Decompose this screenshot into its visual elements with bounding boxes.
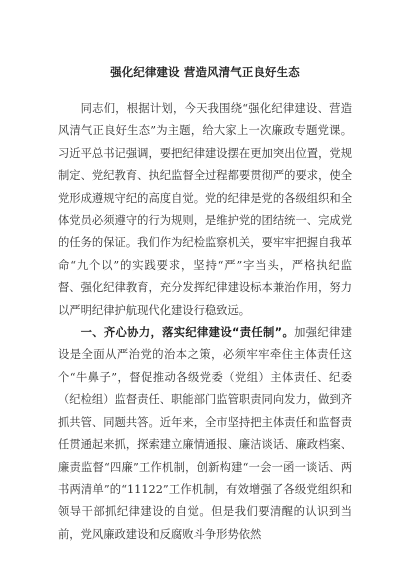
paragraph-text: 加强纪律建设是全面从严治党的治本之策，必须牢牢牵住主体责任这个“牛鼻子”，督促推动各级党委（党组）主体责任、纪委（纪检组）监督责任、职能部门监管职责同向发力，做到齐抓共管、同题共答。近年来，全市坚持把主体责任和监督责任贯通起来抓，探索建立廉情通报、廉洁谈话、廉政档案、廉责监督“四廉”工作机制，创新构建“一会一函一谈话、两书两清单”的“11122”工作机制，有效增强了各级党组织和领导干部抓纪律建设的自觉。但是我们要清醒的认识到当前，党风廉政建设和反腐败斗争形势依然 (58, 326, 352, 541)
document-title: 强化纪律建设 营造风清气正良好生态 (110, 65, 300, 79)
section-heading: 一、齐心协力，落实纪律建设“责任制”。 (80, 326, 295, 340)
paragraph-section-1 (58, 322, 352, 546)
paragraph-text: 同志们，根据计划，今天我围绕“强化纪律建设、营造风清气正良好生态”为主题，给大家上一次廉政专题党课。习近平总书记强调，要把纪律建设摆在更加突出位置，党规制定、党纪教育、执纪监督全过程都要贯彻严的要求，使全党形成遵规守纪的高度自觉。党的纪律是党的各级组织和全体党员必须遵守的行为规则，是维护党的团结统一、完成党的任务的保证。我们作为纪检监察机关，要牢牢把握自我革命“九个以”的实践要求，坚持“严”字当头，严格执纪监督、强化纪律教育，充分发挥纪律建设标本兼治作用，努力以严明纪律护航现代化建设行稳致远。 (58, 102, 352, 317)
paragraph-intro (58, 98, 352, 322)
